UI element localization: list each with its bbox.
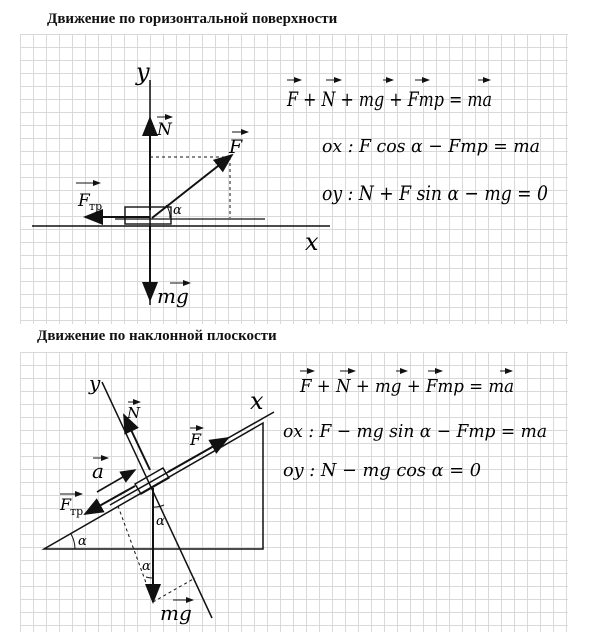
incline-equation-oy: oy : N − mg cos α = 0 (283, 460, 481, 481)
incline-equation-vector-sum: F + N + mg + Fтр = ma (299, 376, 514, 397)
incline-applied-label: F (190, 430, 202, 449)
equation-ox: ox : F cos α − Fтр = ma (322, 136, 540, 157)
incline-normal-arrow (124, 415, 150, 470)
incline-diagram (44, 371, 547, 625)
incline-x-label: x (250, 387, 264, 415)
equation-vector-sum: F + N + mg + Fтр = ma (286, 87, 492, 111)
incline-friction-arrow (85, 486, 135, 514)
upper-alpha-label: α (156, 514, 165, 529)
acceleration-label: a (92, 459, 104, 483)
normal-force-label: N (157, 120, 172, 140)
incline-friction-subscript: тр (70, 505, 84, 518)
equation-oy: oy : N + F sin α − mg = 0 (322, 181, 549, 205)
friction-subscript: тр (89, 200, 103, 213)
friction-force-label: F (78, 191, 90, 211)
incline-gravity-label: mg (160, 601, 192, 625)
incline-normal-label: N (127, 404, 141, 422)
section-title-incline: Движение по наклонной плоскости (37, 328, 277, 344)
horizontal-diagram (32, 58, 548, 308)
incline-y-label: y (89, 371, 101, 395)
incline-equation-ox: ox : F − mg sin α − Fтр = ma (283, 421, 547, 442)
lower-alpha-label: α (142, 559, 151, 574)
lower-angle-arc (146, 577, 153, 578)
alpha-label: α (173, 203, 182, 218)
decomp-perp (153, 578, 195, 602)
base-angle-arc (71, 534, 75, 549)
upper-angle-arc (153, 505, 164, 507)
applied-force-label: F (229, 136, 243, 158)
gravity-label: mg (157, 284, 189, 308)
incline-friction-label: F (60, 495, 72, 514)
y-axis-label: y (136, 58, 150, 86)
decomp-parallel (118, 506, 153, 602)
base-alpha-label: α (78, 534, 87, 549)
applied-force-arrow (152, 155, 232, 218)
section-title-horizontal: Движение по горизонтальной поверхности (47, 11, 338, 27)
x-axis-label: x (305, 228, 319, 256)
